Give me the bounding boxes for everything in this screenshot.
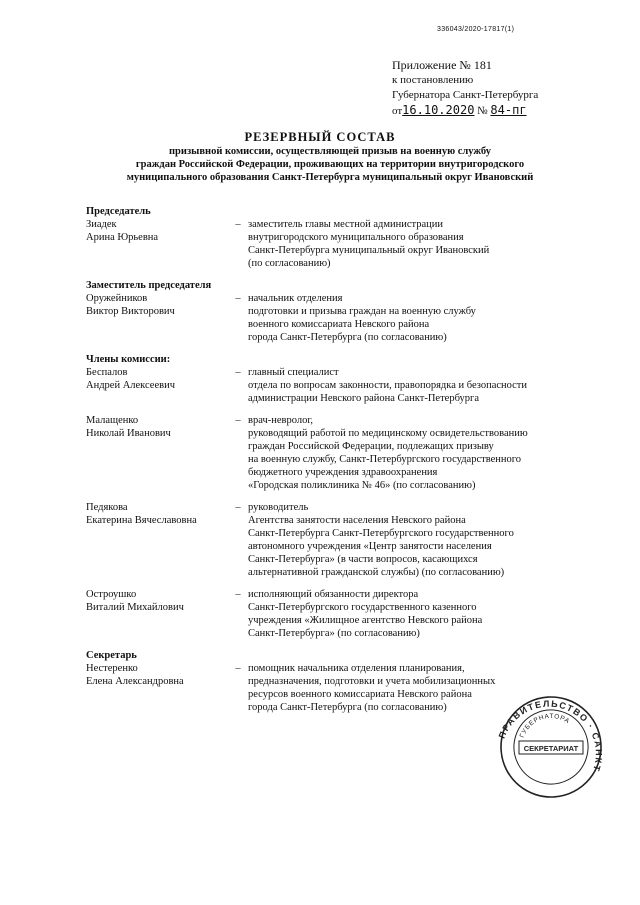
position-line: отдела по вопросам законности, правопорядка и безопасности [248,380,528,391]
appendix-date-line [392,103,538,119]
member-position [248,501,616,579]
position-line: граждан Российской Федерации, подлежащих призыву [248,441,494,452]
surname: Остроушко [86,589,137,600]
position-line: внутригородского муниципального образования [248,232,464,243]
position-line: Санкт-Петербурга» (в части вопросов, касающихся [248,554,478,565]
appendix-line1: Приложение № 181 [392,58,492,72]
handwritten-number: 84-пг [490,103,527,117]
given-names: Николай Иванович [86,428,171,439]
document-title: РЕЗЕРВНЫЙ СОСТАВ [244,130,396,144]
position-line: ресурсов военного комиссариата Невского района [248,689,472,700]
position-line: города Санкт-Петербурга (по согласованию) [248,702,447,713]
from-prefix: от [392,105,403,117]
document-subtitle [40,145,620,184]
position-line: руководитель [248,502,309,513]
given-names: Екатерина Вячеславовна [86,515,197,526]
position-line: врач-невролог, [248,415,314,426]
member-name [86,218,228,270]
member-row [86,501,616,579]
dash: – [235,663,241,674]
dash: – [235,367,241,378]
member-name [86,501,228,579]
position-line: альтернативной гражданской службы) (по согласованию) [248,567,505,578]
given-names: Елена Александровна [86,676,184,687]
position-line: автономного учреждения «Центр занятости населения [248,541,492,552]
member-row [86,414,616,492]
document-number: 336043/2020-17817(1) [437,26,515,33]
section-chair: Председатель [86,206,151,217]
position-line: Санкт-Петербурга муниципальный округ Ивановский [248,245,490,256]
position-line: Агентства занятости населения Невского района [248,515,466,526]
position-line: администрации Невского района Санкт-Петербурга [248,393,479,404]
appendix-block [392,58,538,119]
position-line: главный специалист [248,367,339,378]
position-line: учреждения «Жилищное агентство Невского района [248,615,483,626]
member-position [248,218,616,270]
section-deputy: Заместитель председателя [86,280,212,291]
member-name [86,414,228,492]
member-name [86,366,228,405]
roster [86,205,616,716]
subtitle-line: граждан Российской Федерации, проживающих на территории внутригородского [135,159,525,170]
position-line: заместитель главы местной администрации [248,219,444,230]
member-position [248,292,616,344]
given-names: Арина Юрьевна [86,232,159,243]
position-line: (по согласованию) [248,258,331,269]
stamp-inner-text: ГУБЕРНАТОРА [518,712,572,739]
position-line: руководящий работой по медицинскому освидетельствованию [248,428,528,439]
dash: – [235,589,241,600]
surname: Педякова [86,502,128,513]
member-position [248,414,616,492]
position-line: Санкт-Петербурга» (по согласованию) [248,628,420,639]
member-row [86,588,616,640]
section-secretary: Секретарь [86,650,137,661]
member-row [86,366,616,405]
appendix-line2: к постановлению [392,74,474,86]
given-names: Андрей Алексеевич [86,380,175,391]
section-members: Члены комиссии: [86,354,171,365]
surname: Зиадек [86,219,117,230]
member-chair [86,218,616,270]
subtitle-line: призывной комиссии, осуществляющей призыв на военную службу [169,146,491,157]
position-line: исполняющий обязанности директора [248,589,419,600]
given-names: Виталий Михайлович [86,602,184,613]
surname: Беспалов [86,367,128,378]
svg-text:ПРАВИТЕЛЬСТВО · САНКТ-ПЕТЕРБУР [486,692,616,774]
position-line: бюджетного учреждения здравоохранения [248,467,438,478]
given-names: Виктор Викторович [86,306,175,317]
subtitle-line: муниципального образования Санкт-Петербурга муниципальный округ Ивановский [126,172,534,183]
handwritten-date: 16.10.2020 [402,103,475,117]
stamp-center-text: СЕКРЕТАРИАТ [523,744,579,753]
position-line: подготовки и призыва граждан на военную службу [248,306,476,317]
position-line: Санкт-Петербурга Санкт-Петербургского государственного [248,528,514,539]
surname: Малащенко [86,415,139,426]
surname: Нестеренко [86,663,138,674]
member-deputy [86,292,616,344]
dash: – [235,219,241,230]
position-line: на военную службу, Санкт-Петербургского государственного [248,454,522,465]
dash: – [235,293,241,304]
official-stamp-icon [486,692,616,802]
stamp-outer-text: ПРАВИТЕЛЬСТВО · САНКТ-ПЕТЕРБУРГА [496,698,604,774]
surname: Оружейников [86,293,148,304]
position-line: предназначения, подготовки и учета мобилизационных [248,676,496,687]
position-line: Санкт-Петербургского государственного казенного [248,602,477,613]
member-name [86,292,228,344]
position-line: военного комиссариата Невского района [248,319,430,330]
dash: – [235,502,241,513]
position-line: начальник отделения [248,293,343,304]
position-line: помощник начальника отделения планирования, [248,663,465,674]
member-position [248,366,616,405]
position-line: «Городская поликлиника № 46» (по согласованию) [248,480,476,491]
member-position [248,588,616,640]
number-prefix: № [477,105,488,117]
member-name [86,662,228,714]
position-line: города Санкт-Петербурга (по согласованию) [248,332,447,343]
dash: – [235,415,241,426]
member-name [86,588,228,640]
appendix-line3: Губернатора Санкт-Петербурга [392,89,539,101]
